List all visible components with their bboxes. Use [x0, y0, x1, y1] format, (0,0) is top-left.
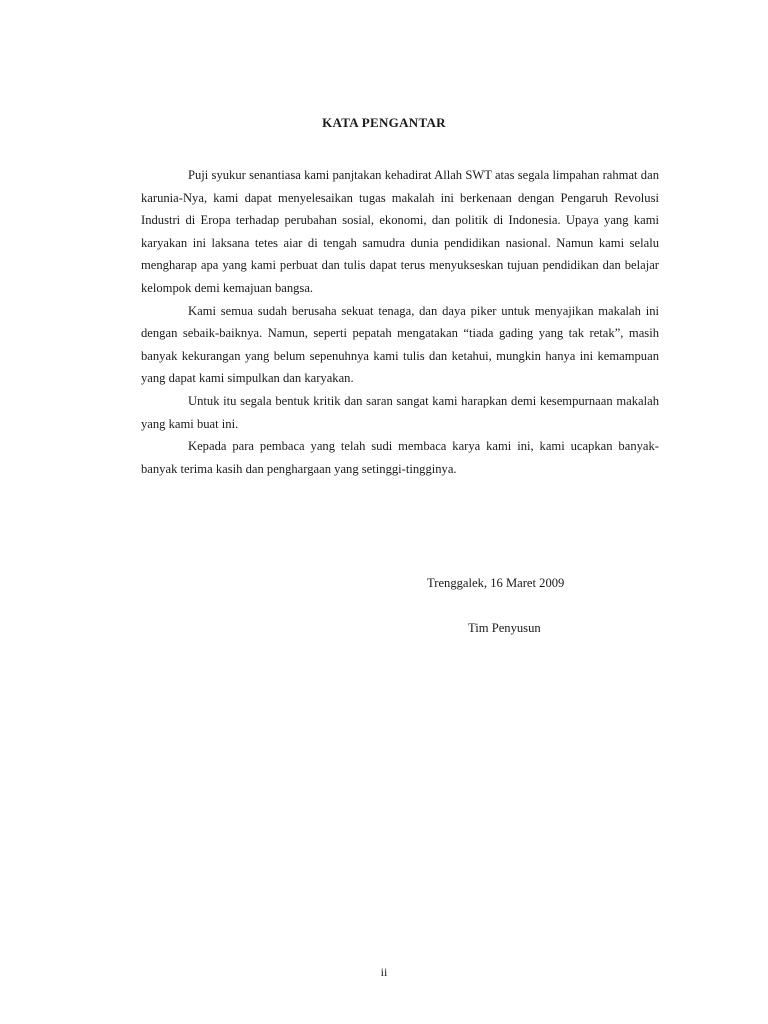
- paragraph-2: Kami semua sudah berusaha sekuat tenaga, dan daya piker untuk menyajikan makalah ini dengan sebaik-baiknya. Namun, seperti pepatah mengatakan “tiada gading yang tak retak”, masih banyak kekurangan yang belum sepenuhnya kami tulis dan ketahui, mungkin hanya ini kemampuan yang dapat kami simpulkan dan karyakan.: [141, 303, 659, 386]
- body-text: [141, 164, 659, 480]
- page-title: KATA PENGANTAR: [322, 115, 446, 130]
- paragraph-4: Kepada para pembaca yang telah sudi membaca karya kami ini, kami ucapkan banyak-banyak terima kasih dan penghargaan yang setinggi-tingginya.: [141, 439, 659, 476]
- place-date: Trenggalek, 16 Maret 2009: [427, 576, 565, 590]
- page-number: ii: [380, 965, 388, 979]
- paragraph-1: Puji syukur senantiasa kami panjtakan kehadirat Allah SWT atas segala limpahan rahmat dan karunia-Nya, kami dapat menyelesaikan tugas makalah ini berkenaan dengan Pengaruh Revolusi Industri di Eropa terhadap perubahan sosial, ekonomi, dan politik di Indonesia. Upaya yang kami karyakan ini laksana tetes aiar di tengah samudra dunia pendidikan nasional. Namun kami selalu mengharap apa yang kami perbuat dan tulis dapat terus menyukseskan tujuan pendidikan dan belajar kelompok demi kemajuan bangsa.: [141, 168, 659, 295]
- author-signature: Tim Penyusun: [468, 621, 541, 635]
- paragraph-3: Untuk itu segala bentuk kritik dan saran sangat kami harapkan demi kesempurnaan makalah yang kami buat ini.: [141, 393, 659, 431]
